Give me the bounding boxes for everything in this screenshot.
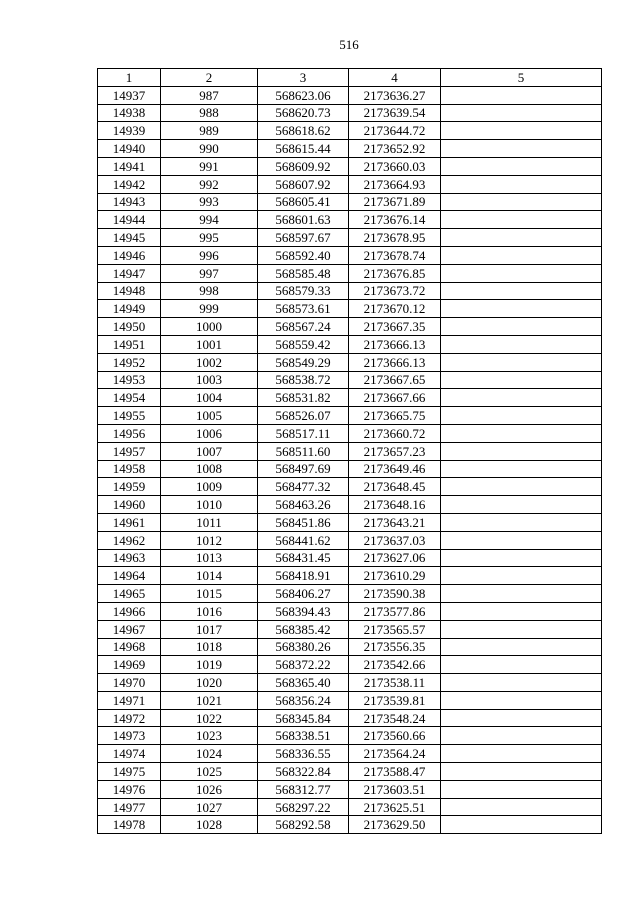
table-row: [98, 513, 602, 531]
table-cell: 997: [161, 264, 258, 282]
table-row: [98, 496, 602, 514]
column-header: 1: [98, 69, 161, 87]
table-cell: 2173636.27: [349, 86, 441, 104]
table-cell: 1007: [161, 442, 258, 460]
table-row: [98, 371, 602, 389]
table-cell: 1026: [161, 780, 258, 798]
table-row: [98, 264, 602, 282]
table-cell: [441, 727, 602, 745]
table-cell: 2173673.72: [349, 282, 441, 300]
table-cell: 14962: [98, 531, 161, 549]
table-cell: 1014: [161, 567, 258, 585]
table-cell: [441, 407, 602, 425]
table-cell: 568477.32: [258, 478, 349, 496]
table-cell: 14957: [98, 442, 161, 460]
table-cell: 2173560.66: [349, 727, 441, 745]
table-cell: [441, 709, 602, 727]
table-row: [98, 335, 602, 353]
table-row: [98, 157, 602, 175]
table-cell: 14940: [98, 140, 161, 158]
table-cell: 1015: [161, 585, 258, 603]
table-cell: [441, 602, 602, 620]
table-cell: 991: [161, 157, 258, 175]
table-cell: 14944: [98, 211, 161, 229]
table-cell: 1012: [161, 531, 258, 549]
table-row: [98, 602, 602, 620]
table-cell: 995: [161, 229, 258, 247]
table-cell: 987: [161, 86, 258, 104]
table-cell: 2173678.95: [349, 229, 441, 247]
table-cell: [441, 140, 602, 158]
column-header: 5: [441, 69, 602, 87]
table-row: [98, 585, 602, 603]
table-cell: 2173625.51: [349, 798, 441, 816]
table-cell: [441, 763, 602, 781]
table-row: [98, 780, 602, 798]
table-row: [98, 638, 602, 656]
table-row: [98, 620, 602, 638]
table-cell: 2173538.11: [349, 674, 441, 692]
table-cell: 2173542.66: [349, 656, 441, 674]
table-cell: 1011: [161, 513, 258, 531]
table-cell: 14972: [98, 709, 161, 727]
table-cell: 2173588.47: [349, 763, 441, 781]
table-cell: 14977: [98, 798, 161, 816]
table-cell: 14971: [98, 691, 161, 709]
table-cell: 568356.24: [258, 691, 349, 709]
table-body: [98, 86, 602, 833]
table-cell: 568623.06: [258, 86, 349, 104]
table-row: [98, 460, 602, 478]
column-header: 3: [258, 69, 349, 87]
table-cell: 2173649.46: [349, 460, 441, 478]
table-cell: 14955: [98, 407, 161, 425]
table-cell: [441, 264, 602, 282]
table-cell: 1006: [161, 424, 258, 442]
table-row: [98, 549, 602, 567]
table-cell: 2173660.72: [349, 424, 441, 442]
table-cell: 568573.61: [258, 300, 349, 318]
page-number: 516: [339, 37, 359, 52]
table-cell: [441, 335, 602, 353]
table-cell: 568585.48: [258, 264, 349, 282]
table-cell: [441, 585, 602, 603]
table-header-row: [98, 69, 602, 87]
table-row: [98, 763, 602, 781]
table-cell: 1003: [161, 371, 258, 389]
table-cell: [441, 389, 602, 407]
table-cell: 568385.42: [258, 620, 349, 638]
table-cell: [441, 175, 602, 193]
table-cell: [441, 656, 602, 674]
table-cell: [441, 478, 602, 496]
table-cell: 14937: [98, 86, 161, 104]
table-cell: 568406.27: [258, 585, 349, 603]
table-row: [98, 300, 602, 318]
table-row: [98, 656, 602, 674]
table-cell: 1008: [161, 460, 258, 478]
table-cell: [441, 531, 602, 549]
table-cell: [441, 122, 602, 140]
table-cell: 992: [161, 175, 258, 193]
table-cell: 998: [161, 282, 258, 300]
table-cell: 1024: [161, 745, 258, 763]
table-row: [98, 567, 602, 585]
table-cell: 568338.51: [258, 727, 349, 745]
table-cell: 1027: [161, 798, 258, 816]
table-cell: 568526.07: [258, 407, 349, 425]
table-cell: 2173639.54: [349, 104, 441, 122]
table-cell: [441, 300, 602, 318]
table-cell: 2173667.35: [349, 318, 441, 336]
table-cell: 14941: [98, 157, 161, 175]
table-row: [98, 709, 602, 727]
table-row: [98, 407, 602, 425]
table-row: [98, 211, 602, 229]
table-cell: 2173678.74: [349, 246, 441, 264]
table-cell: 1004: [161, 389, 258, 407]
table-row: [98, 122, 602, 140]
table-cell: [441, 745, 602, 763]
table-cell: 2173627.06: [349, 549, 441, 567]
table-cell: [441, 442, 602, 460]
table-cell: 1002: [161, 353, 258, 371]
table-cell: 2173665.75: [349, 407, 441, 425]
table-cell: 1017: [161, 620, 258, 638]
table-cell: [441, 620, 602, 638]
table-cell: 2173603.51: [349, 780, 441, 798]
table-cell: 2173670.12: [349, 300, 441, 318]
table-cell: 1023: [161, 727, 258, 745]
table-row: [98, 353, 602, 371]
table-cell: 14973: [98, 727, 161, 745]
table-cell: 568345.84: [258, 709, 349, 727]
table-cell: [441, 318, 602, 336]
table-cell: [441, 674, 602, 692]
table-cell: 14959: [98, 478, 161, 496]
table-cell: 999: [161, 300, 258, 318]
table-cell: 14951: [98, 335, 161, 353]
table-row: [98, 798, 602, 816]
table-row: [98, 442, 602, 460]
table-cell: 14952: [98, 353, 161, 371]
table-row: [98, 318, 602, 336]
table-cell: 14948: [98, 282, 161, 300]
table-cell: 568297.22: [258, 798, 349, 816]
table-row: [98, 104, 602, 122]
table-cell: 14939: [98, 122, 161, 140]
table-cell: 2173667.66: [349, 389, 441, 407]
table-cell: 568497.69: [258, 460, 349, 478]
table-row: [98, 674, 602, 692]
table-cell: 2173660.03: [349, 157, 441, 175]
table-cell: 14976: [98, 780, 161, 798]
table-cell: 568418.91: [258, 567, 349, 585]
table-cell: 14978: [98, 816, 161, 834]
table-cell: 568336.55: [258, 745, 349, 763]
table-cell: 568463.26: [258, 496, 349, 514]
table-cell: 2173644.72: [349, 122, 441, 140]
table-cell: 14947: [98, 264, 161, 282]
table-cell: 568292.58: [258, 816, 349, 834]
table-cell: 2173564.24: [349, 745, 441, 763]
table-cell: 14950: [98, 318, 161, 336]
table-cell: 14943: [98, 193, 161, 211]
table-cell: 2173539.81: [349, 691, 441, 709]
column-header: 2: [161, 69, 258, 87]
table-cell: 568597.67: [258, 229, 349, 247]
table-cell: 14970: [98, 674, 161, 692]
table-cell: [441, 211, 602, 229]
table-cell: 2173643.21: [349, 513, 441, 531]
table-cell: 14960: [98, 496, 161, 514]
table-cell: 1028: [161, 816, 258, 834]
table-cell: 2173610.29: [349, 567, 441, 585]
table-cell: [441, 513, 602, 531]
table-cell: 568601.63: [258, 211, 349, 229]
table-cell: 1001: [161, 335, 258, 353]
table-cell: 14969: [98, 656, 161, 674]
table-cell: 2173652.92: [349, 140, 441, 158]
table-cell: [441, 246, 602, 264]
table-row: [98, 727, 602, 745]
table-cell: 14945: [98, 229, 161, 247]
table-row: [98, 86, 602, 104]
table-cell: 2173667.65: [349, 371, 441, 389]
coordinates-table: [97, 68, 602, 834]
table-cell: [441, 229, 602, 247]
table-cell: 568517.11: [258, 424, 349, 442]
table-cell: 14956: [98, 424, 161, 442]
table-cell: 568441.62: [258, 531, 349, 549]
table-row: [98, 424, 602, 442]
table-cell: 2173637.03: [349, 531, 441, 549]
table-cell: 1021: [161, 691, 258, 709]
table-cell: 568618.62: [258, 122, 349, 140]
table-cell: 2173577.86: [349, 602, 441, 620]
table-cell: [441, 549, 602, 567]
table-cell: 14946: [98, 246, 161, 264]
table-row: [98, 246, 602, 264]
table-cell: 14975: [98, 763, 161, 781]
table-cell: [441, 798, 602, 816]
table-cell: 1009: [161, 478, 258, 496]
table-cell: 2173548.24: [349, 709, 441, 727]
table-cell: 1020: [161, 674, 258, 692]
table-cell: 1018: [161, 638, 258, 656]
table-cell: 568394.43: [258, 602, 349, 620]
table-cell: 14965: [98, 585, 161, 603]
table-cell: 2173629.50: [349, 816, 441, 834]
table-cell: 2173666.13: [349, 353, 441, 371]
table-cell: 14949: [98, 300, 161, 318]
table-cell: [441, 816, 602, 834]
table-cell: 14958: [98, 460, 161, 478]
table-cell: 2173676.85: [349, 264, 441, 282]
table-cell: 2173648.16: [349, 496, 441, 514]
table-cell: 568312.77: [258, 780, 349, 798]
table-cell: 1019: [161, 656, 258, 674]
table-cell: 568511.60: [258, 442, 349, 460]
table-cell: 988: [161, 104, 258, 122]
table-cell: 568372.22: [258, 656, 349, 674]
table-cell: 568380.26: [258, 638, 349, 656]
table-cell: 568538.72: [258, 371, 349, 389]
table-cell: 989: [161, 122, 258, 140]
table-cell: [441, 282, 602, 300]
table-row: [98, 175, 602, 193]
table-cell: 996: [161, 246, 258, 264]
table-cell: 568620.73: [258, 104, 349, 122]
table-cell: 1010: [161, 496, 258, 514]
table-cell: 568579.33: [258, 282, 349, 300]
table-cell: 1005: [161, 407, 258, 425]
table-cell: 2173648.45: [349, 478, 441, 496]
table-cell: [441, 193, 602, 211]
column-header: 4: [349, 69, 441, 87]
table-row: [98, 282, 602, 300]
table-cell: 14938: [98, 104, 161, 122]
table-cell: 2173657.23: [349, 442, 441, 460]
table-cell: 568592.40: [258, 246, 349, 264]
table-cell: 568607.92: [258, 175, 349, 193]
table-row: [98, 816, 602, 834]
table-row: [98, 531, 602, 549]
table-cell: 993: [161, 193, 258, 211]
table-cell: 1025: [161, 763, 258, 781]
table-cell: 568322.84: [258, 763, 349, 781]
table-cell: 14966: [98, 602, 161, 620]
table-cell: 568559.42: [258, 335, 349, 353]
table-cell: 14964: [98, 567, 161, 585]
table-cell: [441, 496, 602, 514]
table-cell: 568605.41: [258, 193, 349, 211]
table-cell: [441, 780, 602, 798]
table-row: [98, 691, 602, 709]
table-cell: 568609.92: [258, 157, 349, 175]
table-cell: 990: [161, 140, 258, 158]
table-cell: 568431.45: [258, 549, 349, 567]
table-row: [98, 229, 602, 247]
table-cell: 14963: [98, 549, 161, 567]
table-cell: [441, 424, 602, 442]
table-cell: 2173676.14: [349, 211, 441, 229]
table-cell: 568365.40: [258, 674, 349, 692]
table-cell: [441, 567, 602, 585]
table-cell: 2173565.57: [349, 620, 441, 638]
table-row: [98, 478, 602, 496]
table-cell: 2173671.89: [349, 193, 441, 211]
table-cell: [441, 86, 602, 104]
table-cell: 14942: [98, 175, 161, 193]
table-cell: 14961: [98, 513, 161, 531]
table-cell: 994: [161, 211, 258, 229]
table-cell: 2173664.93: [349, 175, 441, 193]
table-cell: 14954: [98, 389, 161, 407]
table-cell: [441, 691, 602, 709]
table-cell: 2173666.13: [349, 335, 441, 353]
table-cell: 2173556.35: [349, 638, 441, 656]
table-cell: [441, 638, 602, 656]
table-row: [98, 389, 602, 407]
table-cell: 568531.82: [258, 389, 349, 407]
table-cell: 1022: [161, 709, 258, 727]
table-cell: [441, 157, 602, 175]
table-cell: 2173590.38: [349, 585, 441, 603]
table-cell: 568615.44: [258, 140, 349, 158]
table-cell: 568451.86: [258, 513, 349, 531]
table-cell: 14974: [98, 745, 161, 763]
table-cell: 14967: [98, 620, 161, 638]
table-cell: 1016: [161, 602, 258, 620]
table-cell: [441, 104, 602, 122]
table-cell: [441, 460, 602, 478]
table-cell: 568567.24: [258, 318, 349, 336]
table-cell: [441, 353, 602, 371]
table-cell: 568549.29: [258, 353, 349, 371]
table-cell: 1000: [161, 318, 258, 336]
table-cell: 14953: [98, 371, 161, 389]
table-cell: [441, 371, 602, 389]
table-row: [98, 745, 602, 763]
table-cell: 1013: [161, 549, 258, 567]
table-row: [98, 193, 602, 211]
table-cell: 14968: [98, 638, 161, 656]
table-row: [98, 140, 602, 158]
